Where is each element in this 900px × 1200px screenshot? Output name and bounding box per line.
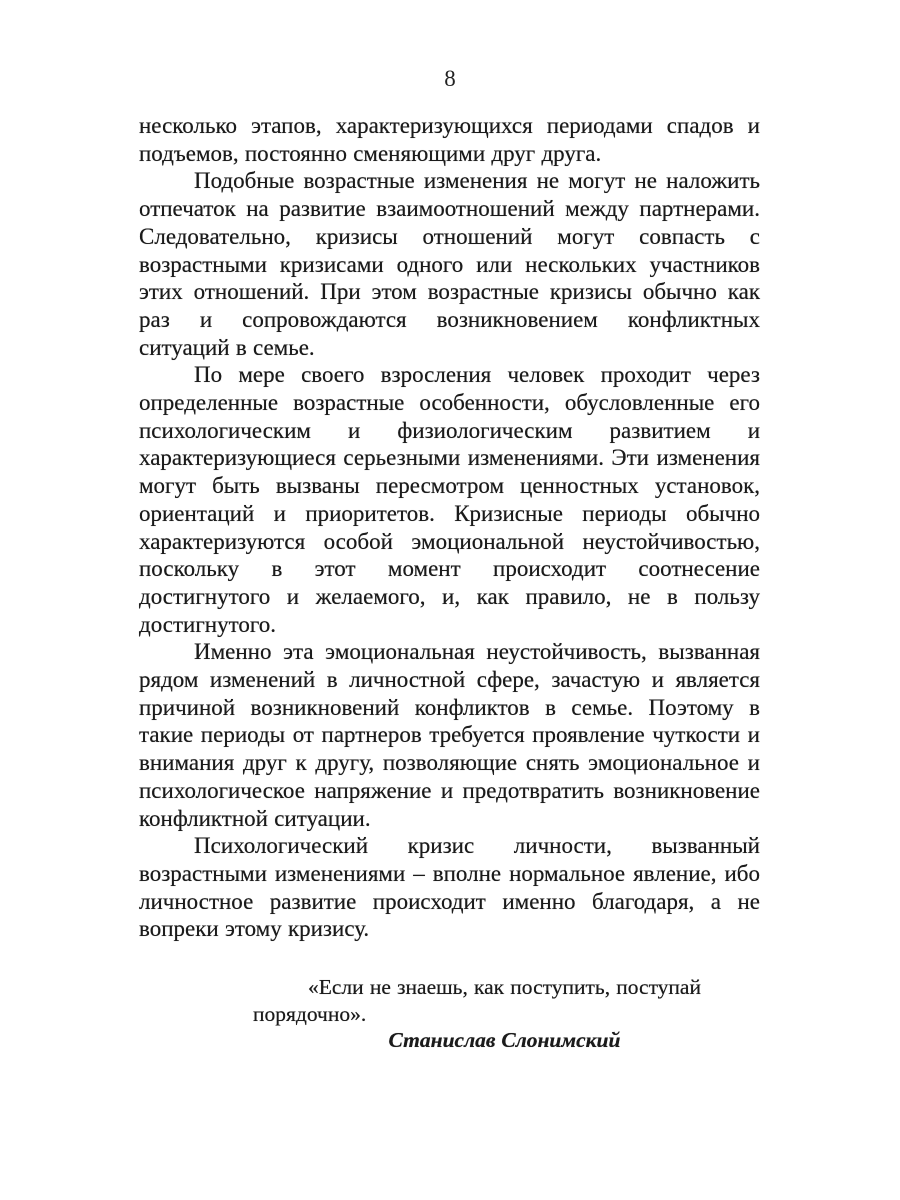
epigraph-author: Станислав Слонимский [388, 1028, 621, 1053]
paragraph: Именно эта эмоциональная неустойчивость, вызванная рядом изменений в личностной сфере, зачастую и является причиной возникновений конфликтов в семье. Поэтому в такие периоды от партнеров требуется проявление чуткости и внимания друг к другу, позволяющие снять эмоциональное и психологическое напряжение и предотвратить возникновение конфликтной ситуации. [139, 639, 760, 831]
paragraph: Подобные возрастные изменения не могут не наложить отпечаток на развитие взаимоотношений между партнерами. Следовательно, кризисы отношений могут совпасть с возрастными кризисами одного или нескольких участников этих отношений. При этом возрастные кризисы обычно как раз и сопровождаются возникновением конфликтных ситуаций в семье. [139, 168, 760, 360]
paragraph: Психологический кризис личности, вызванный возрастными изменениями – вполне нормальное явление, ибо личностное развитие происходит именно благодаря, а не вопреки этому кризису. [139, 833, 760, 942]
paragraph: несколько этапов, характеризующихся периодами спадов и подъемов, постоянно сменяющими друг друга. [139, 113, 760, 166]
epigraph [253, 974, 701, 1054]
page-number: 8 [444, 66, 456, 91]
epigraph-quote: «Если не знаешь, как поступить, поступай порядочно». [253, 975, 701, 1026]
body-text [139, 112, 760, 1054]
paragraph: По мере своего взросления человек проходит через определенные возрастные особенности, обусловленные его психологическим и физиологическим развитием и характеризующиеся серьезными изменениями. Эти изменения могут быть вызваны пересмотром ценностных установок, ориентаций и приоритетов. Кризисные периоды обычно характеризуются особой эмоциональной неустойчивостью, поскольку в этот момент происходит соотнесение достигнутого и желаемого, и, как правило, не в пользу достигнутого. [139, 362, 760, 637]
